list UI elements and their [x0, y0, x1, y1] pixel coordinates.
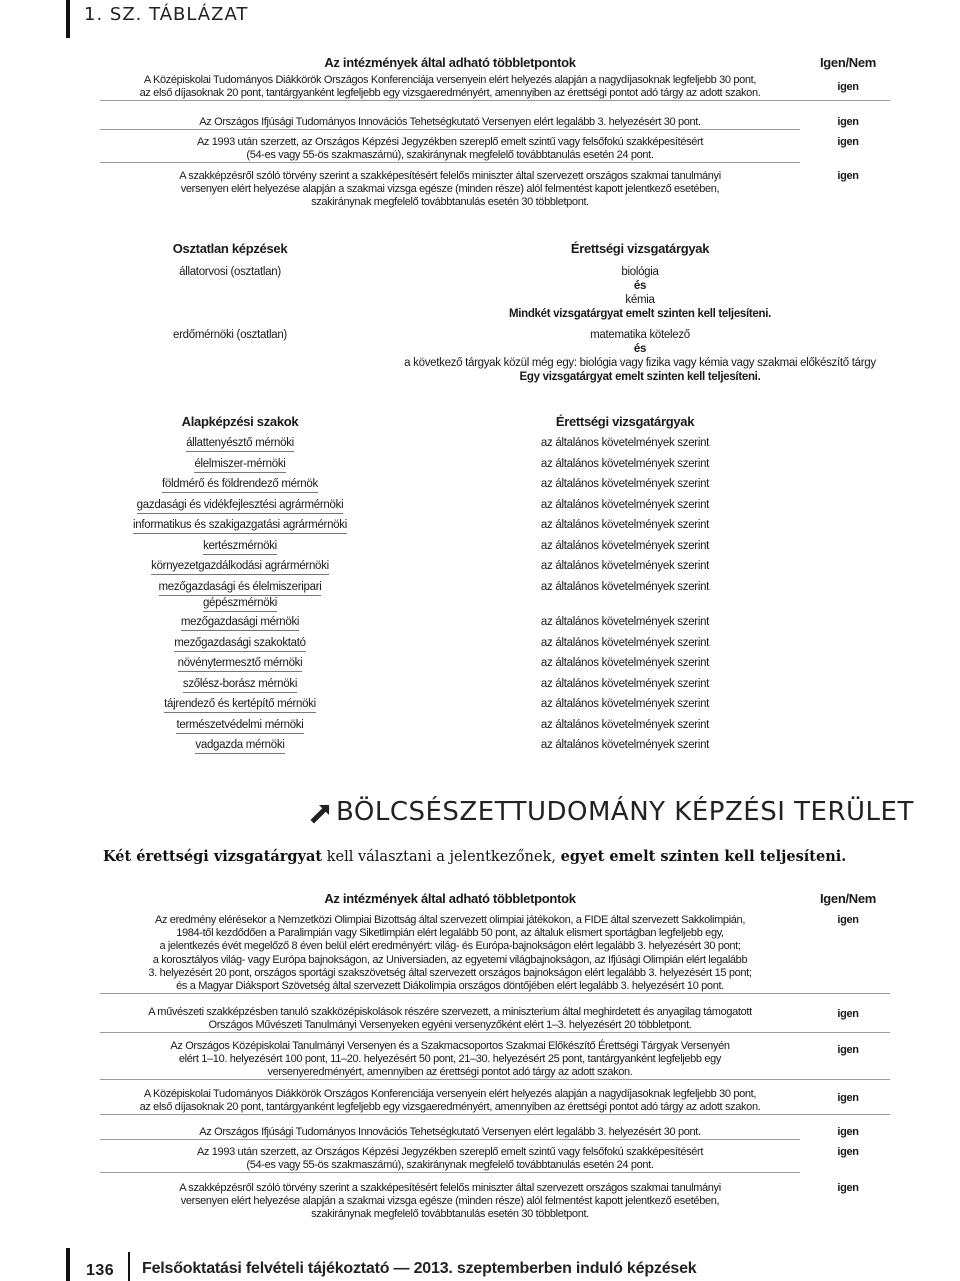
footer-publication-title: Felsőoktatási felvételi tájékoztató — 2013. szeptemberben induló képzések: [142, 1260, 697, 1277]
table-header-yes-no: Igen/Nem: [819, 891, 877, 906]
bachelor-program-name: növénytermesztő mérnöki: [110, 656, 370, 672]
bachelor-program-name: tájrendező és kertépítő mérnöki: [110, 697, 370, 713]
row-yes-no: igen: [837, 1092, 859, 1104]
row-yes-no: igen: [837, 1044, 859, 1056]
row-divider: [100, 1032, 890, 1033]
row-text-line: szakiránynak megfelelő továbbtanulás esetén 30 többletpont.: [311, 196, 589, 209]
row-yes-no: igen: [837, 1182, 859, 1194]
arrow-up-right-icon: [308, 800, 334, 826]
table-header-main: Az intézmények által adható többletpontok: [324, 891, 576, 906]
row-text-line: Az Országos Ifjúsági Tudományos Innovációs Tehetségkutató Versenyen elért legalább 3. helyezésért 30 pont.: [199, 116, 701, 128]
extra-points-table-1: [100, 56, 890, 216]
bachelor-program-requirements: az általános követelmények szerint: [540, 678, 710, 690]
bachelor-program-requirements: az általános követelmények szerint: [540, 560, 710, 572]
footer-rule: [66, 1248, 70, 1281]
bachelor-program-requirements: az általános követelmények szerint: [540, 719, 710, 731]
row-divider: [100, 1114, 890, 1115]
row-yes-no: igen: [837, 170, 859, 182]
bachelor-program-name: mezőgazdasági mérnöki: [110, 615, 370, 631]
row-yes-no: igen: [837, 116, 859, 128]
row-yes-no: igen: [837, 1008, 859, 1020]
bachelor-program-requirements: az általános követelmények szerint: [540, 698, 710, 710]
bachelor-program-name: kertészmérnöki: [110, 539, 370, 555]
bachelor-col-left-header: Alapképzési szakok: [181, 414, 299, 429]
row-text-line: versenyen elért helyezése alapján a szakmai vizsga egésze (minden része) alól felmentést kapott jelentkező esetében,: [180, 183, 720, 196]
bachelor-program-requirements: az általános követelmények szerint: [540, 540, 710, 552]
header-rule: [66, 0, 70, 38]
undivided-requirements: matematika kötelező és a következő tárgyak közül még egy: biológia vagy fizika vagy kémia vagy szakmai előkészítő tárgy Egy vizsgatárgyat emelt szinten kell teljesíteni.: [404, 329, 876, 383]
row-divider: [100, 162, 800, 163]
row-text-line: Az 1993 után szerzett, az Országos Képzési Jegyzékben szereplő emelt szintű vagy felsőfokú szakképesítésért: [196, 136, 704, 148]
undivided-col-right-header: Érettségi vizsgatárgyak: [570, 241, 710, 256]
bachelor-program-requirements: az általános követelmények szerint: [540, 499, 710, 511]
page-number: 136: [86, 1262, 115, 1279]
row-divider: [100, 129, 800, 130]
row-divider: [100, 100, 890, 101]
bachelor-program-name: természetvédelmi mérnöki: [110, 718, 370, 734]
bachelor-program-requirements: az általános követelmények szerint: [540, 458, 710, 470]
bachelor-program-name: állattenyésztő mérnöki: [110, 436, 370, 452]
bachelor-program-requirements: az általános követelmények szerint: [540, 637, 710, 649]
table-header-main: Az intézmények által adható többletpontok: [324, 55, 576, 70]
extra-points-table-2: Az intézmények által adható többletpontok Igen/Nem Az eredmény elérésekor a Nemzetközi Olimpiai Bizottság által szervezett olimpiai játékokon, a FIDE által szervezett Sakkolimpián, 1984-től kezdődően a Paralimpián vagy Siketlimpián elért legalább 50 pont, az általuk elismert sportágban legfeljebb egy, a jelentkezés évét megelőző 8 éven belül elért eredményért: világ- és Európa-bajnokságon elért legalább 3. helyezésért 30 pont; a korosztályos világ- vagy Európa bajnokságon, az Universiaden, az egyetemi világbajnokságon, az Ifjúsági Olimpián elért legalább 3. helyezésért 20 pont, országos sportági szakszövetség által szervezett országos bajnokságon elért legalább 3. helyezésért 15 pont; és a Magyar Diáksport Szövetség által szervezett Diákolimpia országos döntőjében elért legalább 3. helyezésért 10 pont. igen A művészeti szakképzésben tanuló szakközépiskolások részére szervezett, a miniszterium által meghirdetett és anyagilag támogatott Országos Művészeti Tanulmányi Versenyeken egyéni versenyzőként elért 1–3. helyezésért 20 többletpont. igen Az Országos Középiskolai Tanulmányi Versenyen és a Szakmacsoportos Szakmai Előkészítő Érettségi Tárgyak Versenyén elért 1–10. helyezésért 100 pont, 11–20. helyezésért 50 pont, 21–30. helyezésért 25 pont, tantárgyanként legfeljebb egy versenyeredményért, amennyiben az érettségi pontot adó tárgy az adott szakon. igen A Középiskolai Tudományos Diákkörök Országos Konferenciája versenyein elért helyezés alapján a nagydíjasoknak legfeljebb 30 pont, az első díjasoknak 20 pont, tantárgyanként legfeljebb egy vizsgaeredményért, amennyiben az érettségi pontot adó tárgy az adott szakon. igen Az Országos Ifjúsági Tudományos Innovációs Tehetségkutató Versenyen elért legalább 3. helyezésért 30 pont. igen Az 1993 után szerzett, az Országos Képzési Jegyzékben szereplő emelt szintű vagy felsőfokú szakképesítésért (54-es vagy 55-ös szakmaszámú), szakiránynak megfelelő továbbtanulás esetén 24 pont. igen A szakképzésről szóló törvény szerint a szakképesítésért felelős miniszter által szervezett országos szakmai tanulmányi versenyen elért helyezése alapján a szakmai vizsga egésze (minden része) alól felmentést kapott jelentkező esetében, szakiránynak megfelelő továbbtanulás esetén 30 többletpont. igen: [100, 892, 890, 1232]
bachelor-program-name: szőlész-borász mérnöki: [110, 677, 370, 693]
undivided-program-name: állatorvosi (osztatlan): [179, 266, 281, 278]
bachelor-program-name: mezőgazdasági és élelmiszeripari gépészmérnöki: [110, 580, 370, 612]
bachelor-program-name: környezetgazdálkodási agrármérnöki: [110, 559, 370, 575]
table-header-yes-no: Igen/Nem: [819, 55, 877, 70]
row-divider: [100, 1079, 890, 1080]
bachelor-program-name: informatikus és szakigazgatási agrármérnöki: [110, 518, 370, 534]
row-yes-no: igen: [837, 136, 859, 148]
instruction-text: Két érettségi vizsgatárgyat kell választani a jelentkezőnek, egyet emelt szinten kell teljesíteni.: [103, 848, 847, 865]
row-text-line: (54-es vagy 55-ös szakmaszámú), szakiránynak megfelelő továbbtanulás esetén 24 pont.: [246, 149, 654, 162]
row-text-line: az első díjasoknak 20 pont, tantárgyanként legfeljebb egy vizsgaeredményért, amennyiben az érettségi pontot adó tárgy az adott szakon.: [139, 87, 761, 100]
undivided-requirements: biológia és kémia Mindkét vizsgatárgyat emelt szinten kell teljesíteni.: [508, 266, 772, 320]
row-yes-no: igen: [837, 1146, 859, 1158]
bachelor-program-requirements: az általános követelmények szerint: [540, 616, 710, 628]
bachelor-col-right-header: Érettségi vizsgatárgyak: [555, 414, 695, 429]
row-divider: [100, 993, 890, 994]
undivided-col-left-header: Osztatlan képzések: [172, 241, 288, 256]
area-title: BÖLCSÉSZETTUDOMÁNY KÉPZÉSI TERÜLET: [336, 797, 914, 827]
footer-separator: [128, 1252, 130, 1281]
row-yes-no: igen: [837, 81, 859, 93]
page-header-title: 1. SZ. TÁBLÁZAT: [84, 4, 249, 25]
bachelor-program-name: mezőgazdasági szakoktató: [110, 636, 370, 652]
bachelor-program-name: vadgazda mérnöki: [110, 738, 370, 754]
bachelor-program-requirements: az általános követelmények szerint: [540, 657, 710, 669]
bachelor-program-requirements: az általános követelmények szerint: [540, 739, 710, 751]
bachelor-program-requirements: az általános követelmények szerint: [540, 581, 710, 593]
row-text-line: A szakképzésről szóló törvény szerint a szakképesítésért felelős miniszter által szervezett országos szakmai tanulmányi: [179, 170, 721, 182]
bachelor-program-requirements: az általános követelmények szerint: [540, 478, 710, 490]
bachelor-program-name: élelmiszer-mérnöki: [110, 457, 370, 473]
bachelor-program-name: gazdasági és vidékfejlesztési agrármérnöki: [110, 498, 370, 514]
row-text-line: A Középiskolai Tudományos Diákkörök Országos Konferenciája versenyein elért helyezés alapján a nagydíjasoknak legfeljebb 30 pont,: [143, 74, 757, 86]
row-divider: [100, 1172, 800, 1173]
row-yes-no: igen: [837, 1126, 859, 1138]
row-divider: [100, 1139, 800, 1140]
row-yes-no: igen: [837, 914, 859, 926]
bachelor-program-name: földmérő és földrendező mérnök: [110, 477, 370, 493]
bachelor-program-requirements: az általános követelmények szerint: [540, 519, 710, 531]
bachelor-program-requirements: az általános követelmények szerint: [540, 437, 710, 449]
undivided-program-name: erdőmérnöki (osztatlan): [173, 329, 287, 341]
